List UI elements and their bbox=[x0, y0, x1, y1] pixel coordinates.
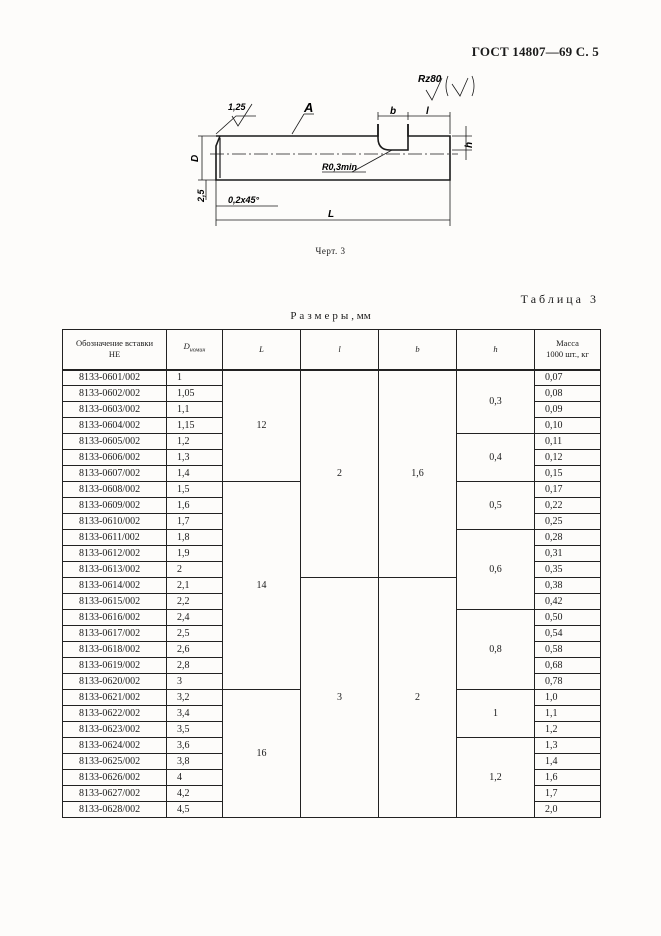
cell-mass: 0,42 bbox=[535, 594, 601, 610]
cell-d: 1 bbox=[167, 370, 223, 386]
cell-mass: 1,6 bbox=[535, 770, 601, 786]
cell-d: 1,7 bbox=[167, 514, 223, 530]
cell-designation: 8133-0618/002 bbox=[63, 642, 167, 658]
cell-d: 3,8 bbox=[167, 754, 223, 770]
cell-designation: 8133-0619/002 bbox=[63, 658, 167, 674]
cell-d: 2,5 bbox=[167, 626, 223, 642]
cell-designation: 8133-0623/002 bbox=[63, 722, 167, 738]
cell-designation: 8133-0606/002 bbox=[63, 450, 167, 466]
cell-l: 3 bbox=[301, 578, 379, 818]
table-row bbox=[63, 370, 601, 386]
cell-d: 3 bbox=[167, 674, 223, 690]
cell-d: 2,2 bbox=[167, 594, 223, 610]
col-mass-line1: Масса bbox=[556, 338, 579, 349]
cell-mass: 0,22 bbox=[535, 498, 601, 514]
cell-mass: 0,07 bbox=[535, 370, 601, 386]
cell-mass: 0,25 bbox=[535, 514, 601, 530]
col-d bbox=[167, 330, 223, 370]
cell-mass: 0,54 bbox=[535, 626, 601, 642]
cell-designation: 8133-0620/002 bbox=[63, 674, 167, 690]
dimensions-table bbox=[62, 329, 601, 818]
col-designation-line2: НЕ bbox=[108, 349, 121, 360]
col-d-main: D bbox=[183, 341, 190, 352]
label-2-5: 2,5 bbox=[196, 189, 206, 202]
cell-d: 1,4 bbox=[167, 466, 223, 482]
cell-l-length: 14 bbox=[223, 482, 301, 690]
cell-d: 2,6 bbox=[167, 642, 223, 658]
subtitle-unit: , мм bbox=[351, 310, 371, 322]
cell-designation: 8133-0602/002 bbox=[63, 386, 167, 402]
col-b: b bbox=[379, 330, 457, 370]
cell-designation: 8133-0617/002 bbox=[63, 626, 167, 642]
cell-b: 1,6 bbox=[379, 370, 457, 578]
cell-mass: 0,68 bbox=[535, 658, 601, 674]
cell-mass: 1,0 bbox=[535, 690, 601, 706]
col-designation-line1: Обозначение вставки bbox=[75, 338, 154, 349]
cell-designation: 8133-0628/002 bbox=[63, 802, 167, 818]
cell-d: 3,2 bbox=[167, 690, 223, 706]
cell-d: 1,05 bbox=[167, 386, 223, 402]
cell-mass: 0,78 bbox=[535, 674, 601, 690]
label-chamfer: 0,2x45° bbox=[228, 195, 260, 205]
cell-mass: 0,28 bbox=[535, 530, 601, 546]
cell-designation: 8133-0604/002 bbox=[63, 418, 167, 434]
cell-b: 2 bbox=[379, 578, 457, 818]
technical-drawing bbox=[180, 68, 500, 238]
label-a: A bbox=[304, 100, 314, 115]
cell-mass: 0,15 bbox=[535, 466, 601, 482]
cell-mass: 1,2 bbox=[535, 722, 601, 738]
cell-mass: 0,12 bbox=[535, 450, 601, 466]
drawing-caption: Черт. 3 bbox=[315, 246, 346, 256]
cell-designation: 8133-0624/002 bbox=[63, 738, 167, 754]
label-1-25: 1,25 bbox=[228, 102, 246, 112]
cell-d: 1,6 bbox=[167, 498, 223, 514]
col-L: L bbox=[223, 330, 301, 370]
col-mass bbox=[535, 330, 601, 370]
cell-l-length: 12 bbox=[223, 370, 301, 482]
cell-mass: 1,1 bbox=[535, 706, 601, 722]
cell-l: 2 bbox=[301, 370, 379, 578]
cell-d: 2 bbox=[167, 562, 223, 578]
cell-d: 1,8 bbox=[167, 530, 223, 546]
cell-designation: 8133-0612/002 bbox=[63, 546, 167, 562]
cell-designation: 8133-0627/002 bbox=[63, 786, 167, 802]
cell-designation: 8133-0622/002 bbox=[63, 706, 167, 722]
cell-mass: 0,38 bbox=[535, 578, 601, 594]
cell-designation: 8133-0605/002 bbox=[63, 434, 167, 450]
label-d: D bbox=[190, 154, 201, 162]
label-l: l bbox=[426, 106, 429, 117]
cell-d: 1,5 bbox=[167, 482, 223, 498]
cell-d: 3,5 bbox=[167, 722, 223, 738]
table-header-row bbox=[63, 330, 601, 370]
cell-mass: 0,08 bbox=[535, 386, 601, 402]
col-designation bbox=[63, 330, 167, 370]
col-d-sub: номин bbox=[189, 348, 206, 355]
cell-designation: 8133-0607/002 bbox=[63, 466, 167, 482]
cell-h: 0,3 bbox=[457, 370, 535, 434]
cell-designation: 8133-0614/002 bbox=[63, 578, 167, 594]
col-mass-line2: 1000 шт., кг bbox=[546, 349, 589, 360]
cell-designation: 8133-0625/002 bbox=[63, 754, 167, 770]
cell-h: 1,2 bbox=[457, 738, 535, 818]
cell-d: 4,2 bbox=[167, 786, 223, 802]
cell-designation: 8133-0610/002 bbox=[63, 514, 167, 530]
cell-designation: 8133-0601/002 bbox=[63, 370, 167, 386]
cell-designation: 8133-0626/002 bbox=[63, 770, 167, 786]
cell-designation: 8133-0616/002 bbox=[63, 610, 167, 626]
cell-mass: 1,3 bbox=[535, 738, 601, 754]
label-L: L bbox=[328, 209, 335, 220]
roughness-main-label: Rz80 bbox=[418, 74, 442, 85]
cell-designation: 8133-0621/002 bbox=[63, 690, 167, 706]
cell-designation: 8133-0608/002 bbox=[63, 482, 167, 498]
col-h: h bbox=[457, 330, 535, 370]
cell-d: 2,8 bbox=[167, 658, 223, 674]
cell-l-length: 16 bbox=[223, 690, 301, 818]
cell-d: 1,3 bbox=[167, 450, 223, 466]
cell-mass: 0,50 bbox=[535, 610, 601, 626]
cell-mass: 0,35 bbox=[535, 562, 601, 578]
cell-mass: 0,10 bbox=[535, 418, 601, 434]
table-subtitle bbox=[0, 310, 661, 322]
table-label: Таблица 3 bbox=[520, 292, 599, 306]
cell-d: 2,1 bbox=[167, 578, 223, 594]
cell-designation: 8133-0615/002 bbox=[63, 594, 167, 610]
cell-mass: 1,4 bbox=[535, 754, 601, 770]
subtitle-word: Размеры bbox=[290, 310, 352, 322]
cell-d: 3,6 bbox=[167, 738, 223, 754]
cell-d: 1,15 bbox=[167, 418, 223, 434]
label-b: b bbox=[390, 106, 397, 117]
cell-d: 1,1 bbox=[167, 402, 223, 418]
cell-h: 1 bbox=[457, 690, 535, 738]
cell-d: 3,4 bbox=[167, 706, 223, 722]
cell-d: 4,5 bbox=[167, 802, 223, 818]
label-h: h bbox=[464, 141, 475, 148]
cell-mass: 0,11 bbox=[535, 434, 601, 450]
label-r: R0,3min bbox=[322, 162, 358, 172]
cell-mass: 0,58 bbox=[535, 642, 601, 658]
cell-mass: 0,31 bbox=[535, 546, 601, 562]
cell-h: 0,8 bbox=[457, 610, 535, 690]
cell-d: 1,9 bbox=[167, 546, 223, 562]
cell-mass: 2,0 bbox=[535, 802, 601, 818]
cell-designation: 8133-0611/002 bbox=[63, 530, 167, 546]
col-l: l bbox=[301, 330, 379, 370]
cell-d: 4 bbox=[167, 770, 223, 786]
cell-designation: 8133-0613/002 bbox=[63, 562, 167, 578]
cell-h: 0,6 bbox=[457, 530, 535, 610]
table-body bbox=[63, 370, 601, 818]
cell-designation: 8133-0609/002 bbox=[63, 498, 167, 514]
cell-h: 0,5 bbox=[457, 482, 535, 530]
cell-mass: 0,17 bbox=[535, 482, 601, 498]
cell-mass: 1,7 bbox=[535, 786, 601, 802]
page-header: ГОСТ 14807—69 С. 5 bbox=[471, 44, 599, 59]
cell-h: 0,4 bbox=[457, 434, 535, 482]
cell-designation: 8133-0603/002 bbox=[63, 402, 167, 418]
cell-d: 2,4 bbox=[167, 610, 223, 626]
insert-groove bbox=[378, 124, 408, 150]
cell-d: 1,2 bbox=[167, 434, 223, 450]
cell-mass: 0,09 bbox=[535, 402, 601, 418]
